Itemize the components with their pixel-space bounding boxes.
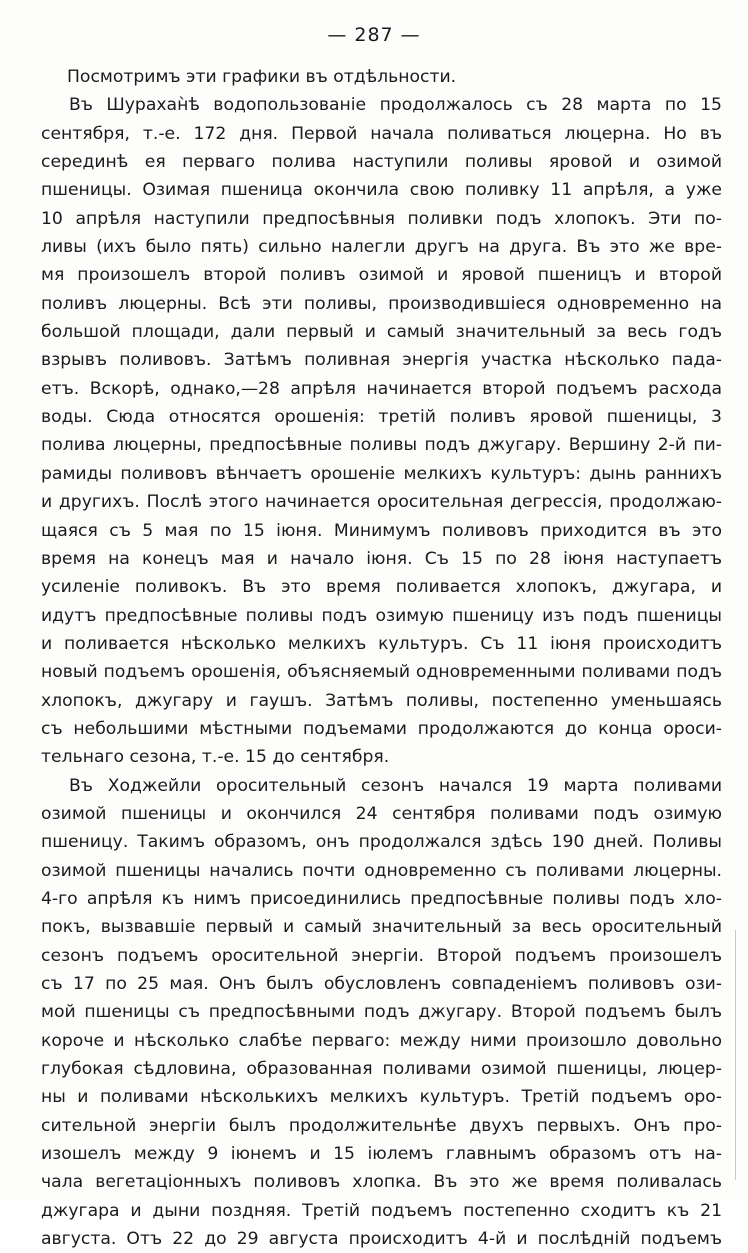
scan-edge-mark (735, 930, 736, 1180)
text-line: Посмотримъ эти графики въ отдѣльности. (67, 67, 457, 87)
text-line: время на конецъ мая и начало іюня. Съ 15 по 28 іюня наступаетъ (41, 548, 722, 569)
text-line: усиленіе поливокъ. Въ это время поливается хлопокъ, джугара, и (41, 577, 722, 598)
text-line: рамиды поливовъ вѣнчаетъ орошеніе мелкихъ культуръ: дынь раннихъ (41, 463, 722, 484)
text-line: етъ. Вскорѣ, однако,—28 апрѣля начинается второй подъемъ расхода (41, 378, 722, 399)
text-line: Въ Ходжейли оросительный сезонъ начался 19 марта поливами (69, 775, 722, 796)
text-line: мя произошелъ второй поливъ озимой и яровой пшеницъ и второй (41, 265, 722, 286)
text-line: августа. Отъ 22 до 29 августа происходитъ 4-й и послѣдній подъемъ (41, 1229, 722, 1250)
text-line: поливъ люцерны. Всѣ эти поливы, производившіеся одновременно на (41, 293, 722, 314)
text-line: и другихъ. Послѣ этого начинается оросительная дегрессія, продолжаю- (41, 492, 722, 513)
text-line: 4-го апрѣля къ нимъ присоединились предпосѣвные поливы подъ хло- (41, 888, 722, 909)
text-line: покъ, вызвавшіе первый и самый значительный за весь оросительный (41, 917, 722, 938)
text-line: мой пшеницы съ предпосѣвными подъ джугару. Второй подъемъ былъ (41, 1002, 722, 1023)
text-line: 10 апрѣля наступили предпосѣвныя поливки подъ хлопокъ. Эти по- (41, 208, 722, 229)
text-line: чала вегетаціонныхъ поливовъ хлопка. Въ это же время поливалась (41, 1172, 722, 1193)
text-line: и поливается нѣсколько мелкихъ культуръ. Съ 11 іюня происходитъ (41, 633, 722, 654)
text-line: взрывъ поливовъ. Затѣмъ поливная энергія участка нѣсколько пада- (41, 350, 722, 371)
text-line: Въ Шурахан̀ѣ водопользованіе продолжалось съ 28 марта по 15 (69, 95, 722, 116)
text-line: пшеницы. Озимая пшеница окончила свою поливку 11 апрѣля, а уже (41, 180, 722, 201)
paragraph-2 (41, 91, 722, 771)
text-line: озимой пшеницы начались почти одновременно съ поливами люцерны. (41, 860, 722, 881)
text-line: съ небольшими мѣстными подъемами продолжаются до конца ороси- (41, 718, 722, 739)
text-line: тельнаго сезона, т.-е. 15 до сентября. (41, 747, 390, 768)
text-line: идутъ предпосѣвные поливы подъ озимую пшеницу изъ подъ пшеницы (41, 605, 722, 626)
paragraph-3 (41, 772, 722, 1253)
text-line: большой площади, дали первый и самый значительный за весь годъ (41, 322, 722, 343)
page-number: — 287 — (327, 24, 421, 46)
text-line: полива люцерны, предпосѣвные поливы подъ джугару. Вершину 2-й пи- (41, 435, 722, 456)
text-line: пшеницу. Такимъ образомъ, онъ продолжался здѣсь 190 дней. Поливы (41, 832, 722, 853)
text-line: хлопокъ, джугару и гаушъ. Затѣмъ поливы, постепенно уменьшаясь (41, 690, 722, 711)
text-line: короче и нѣсколько слабѣе перваго: между ними произошло довольно (41, 1030, 722, 1051)
text-line: изошелъ между 9 іюнемъ и 15 іюлемъ главнымъ образомъ отъ на- (41, 1144, 722, 1165)
paragraph-1 (41, 63, 722, 91)
text-line: глубокая сѣдловина, образованная поливами озимой пшеницы, люцер- (41, 1059, 722, 1080)
text-line: съ 17 по 25 мая. Онъ былъ обусловленъ совпаденіемъ поливовъ ози- (41, 974, 722, 994)
text-line: новый подъемъ орошенія, объясняемый одновременными поливами подъ (41, 662, 722, 683)
text-line: ны и поливами нѣсколькихъ мелкихъ культуръ. Третій подъемъ оро- (41, 1087, 722, 1108)
text-line: воды. Сюда относятся орошенія: третій поливъ яровой пшеницы, 3 (41, 407, 722, 428)
text-line: ливы (ихъ было пять) сильно налегли другъ на друга. Въ это же вре- (41, 237, 722, 258)
text-line: сительной энергіи былъ продолжительнѣе двухъ первыхъ. Онъ про- (41, 1115, 722, 1136)
text-line: сентября, т.-е. 172 дня. Первой начала поливаться люцерна. Но въ (41, 123, 722, 144)
text-line: озимой пшеницы и окончился 24 сентября поливами подъ озимую (41, 803, 722, 824)
text-line: щаяся съ 5 мая по 15 іюня. Минимумъ поливовъ приходится въ это (41, 520, 722, 541)
body-text (41, 63, 722, 1253)
text-line: сезонъ подъемъ оросительной энергіи. Второй подъемъ произошелъ (41, 945, 722, 966)
text-line: джугара и дыни поздняя. Третій подъемъ постепенно сходитъ къ 21 (41, 1200, 722, 1221)
text-line: серединѣ ея перваго полива наступили поливы яровой и озимой (41, 152, 722, 173)
